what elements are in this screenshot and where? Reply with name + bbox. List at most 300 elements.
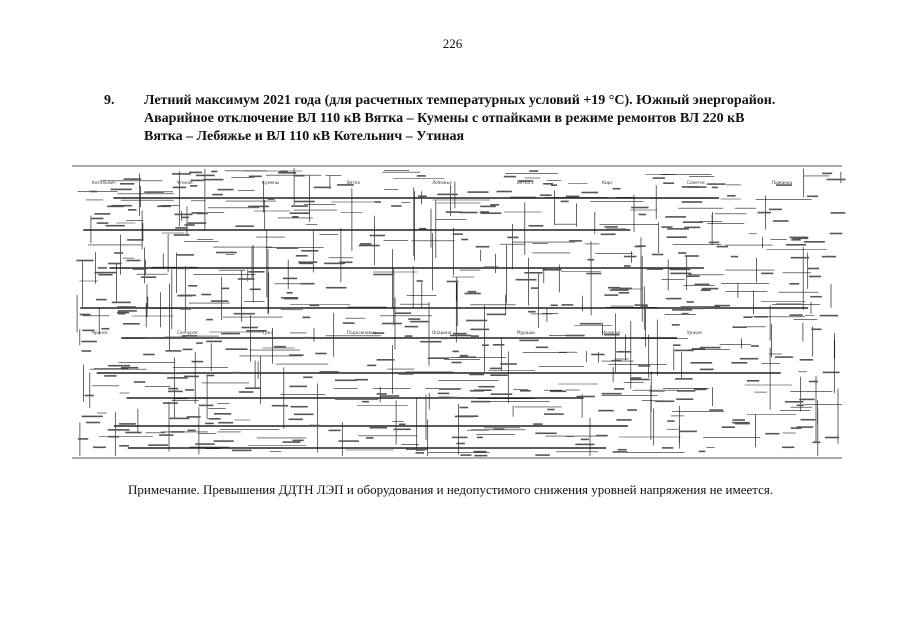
flow-value-label — [663, 182, 674, 184]
flow-value-label — [133, 268, 147, 270]
substation-label: Утиная — [177, 180, 193, 185]
flow-value-label — [665, 216, 686, 218]
flow-value-label — [125, 432, 141, 434]
flow-value-label — [755, 316, 768, 318]
flow-value-label — [491, 393, 513, 395]
flow-value-label — [170, 431, 184, 433]
flow-value-label — [416, 452, 425, 454]
flow-value-label — [377, 359, 395, 361]
flow-value-label — [769, 209, 782, 211]
flow-value-label — [709, 242, 719, 244]
flow-value-label — [791, 257, 809, 259]
flow-value-label — [209, 418, 221, 420]
flow-value-label — [782, 447, 794, 449]
flow-value-label — [405, 335, 413, 337]
flow-value-label — [289, 386, 307, 388]
flow-value-label — [268, 198, 275, 200]
flow-value-label — [543, 183, 553, 185]
flow-value-label — [310, 305, 320, 307]
flow-value-label — [616, 351, 631, 353]
flow-value-label — [470, 390, 484, 392]
substation-label: Нолинск — [602, 330, 621, 335]
flow-value-label — [683, 221, 703, 223]
flow-value-label — [685, 255, 699, 257]
flow-value-label — [235, 225, 254, 227]
flow-value-label — [689, 308, 703, 310]
flow-value-label — [733, 326, 747, 328]
flow-value-label — [494, 428, 505, 430]
substation-label: Советск — [687, 180, 705, 185]
flow-value-label — [471, 401, 490, 403]
flow-value-label — [561, 201, 569, 203]
flow-value-label — [677, 390, 695, 392]
flow-value-label — [168, 391, 183, 393]
flow-value-label — [822, 256, 836, 258]
flow-value-label — [159, 434, 173, 436]
flow-value-label — [820, 315, 839, 317]
flow-value-label — [447, 281, 459, 283]
flow-value-label — [799, 399, 814, 401]
flow-value-label — [666, 298, 681, 300]
flow-value-label — [460, 407, 469, 409]
substation-label: Мураши — [517, 330, 535, 335]
flow-value-label — [292, 216, 298, 218]
flow-value-label — [672, 309, 692, 311]
flow-value-label — [614, 388, 624, 390]
flow-value-label — [199, 405, 214, 407]
flow-value-label — [810, 296, 822, 298]
flow-value-label — [825, 437, 839, 439]
flow-value-label — [281, 297, 298, 299]
flow-value-label — [790, 314, 803, 316]
flow-value-label — [214, 413, 231, 415]
flow-value-label — [302, 317, 310, 319]
flow-value-label — [343, 322, 355, 324]
flow-value-label — [362, 401, 369, 403]
flow-value-label — [406, 448, 427, 450]
flow-value-label — [487, 314, 506, 316]
flow-value-label — [355, 379, 368, 381]
flow-value-label — [461, 239, 468, 241]
flow-value-label — [743, 316, 752, 318]
flow-value-label — [294, 414, 314, 416]
flow-value-label — [822, 173, 832, 175]
flow-value-label — [562, 304, 574, 306]
flow-value-label — [701, 289, 711, 291]
flow-value-label — [232, 372, 241, 374]
section-title — [144, 92, 864, 146]
flow-value-label — [477, 437, 483, 439]
flow-value-label — [581, 439, 589, 441]
flow-value-label — [682, 186, 699, 188]
flow-value-label — [740, 358, 758, 360]
flow-value-label — [457, 415, 479, 417]
flow-value-label — [189, 172, 202, 174]
flow-value-label — [218, 189, 234, 191]
flow-value-label — [616, 419, 631, 421]
flow-value-label — [417, 175, 426, 177]
flow-value-label — [535, 433, 556, 435]
flow-value-label — [751, 345, 759, 347]
flow-value-label — [612, 360, 622, 362]
flow-value-label — [438, 397, 450, 399]
flow-value-label — [221, 333, 240, 335]
grid-schematic-diagram — [62, 158, 852, 470]
flow-value-label — [577, 396, 595, 398]
flow-value-label — [373, 274, 394, 276]
flow-value-label — [481, 212, 502, 214]
flow-value-label — [144, 191, 163, 193]
flow-value-label — [299, 263, 313, 265]
flow-value-label — [359, 245, 380, 247]
flow-value-label — [320, 371, 339, 373]
flow-value-label — [566, 335, 585, 337]
flow-value-label — [528, 311, 536, 313]
flow-value-label — [206, 341, 222, 343]
flow-value-label — [329, 430, 341, 432]
flow-value-label — [157, 206, 171, 208]
flow-value-label — [410, 321, 429, 323]
flow-value-label — [170, 418, 190, 420]
flow-value-label — [709, 409, 723, 411]
flow-value-label — [624, 256, 637, 258]
flow-value-label — [212, 194, 223, 196]
flow-value-label — [173, 187, 186, 189]
flow-value-label — [673, 344, 681, 346]
flow-value-label — [543, 269, 562, 271]
flow-value-label — [78, 438, 89, 440]
flow-value-label — [613, 188, 621, 190]
substation-label: Котельнич — [92, 180, 116, 185]
flow-value-label — [93, 447, 106, 449]
flow-value-label — [199, 197, 208, 199]
flow-value-label — [652, 254, 663, 256]
flow-value-label — [98, 267, 107, 269]
flow-value-label — [134, 381, 146, 383]
substation-label: Кирс — [602, 180, 613, 185]
flow-value-label — [667, 236, 687, 238]
flow-value-label — [468, 291, 477, 293]
flow-value-label — [95, 213, 111, 215]
flow-value-label — [497, 191, 512, 193]
flow-value-label — [126, 260, 140, 262]
flow-value-label — [655, 401, 674, 403]
flow-value-label — [469, 374, 484, 376]
flow-value-label — [107, 206, 124, 208]
flow-value-label — [596, 435, 608, 437]
flow-value-label — [516, 279, 537, 281]
flow-value-label — [112, 302, 131, 304]
flow-value-label — [206, 319, 213, 321]
flow-value-label — [807, 196, 818, 198]
flow-value-label — [747, 380, 759, 382]
flow-value-label — [490, 204, 499, 206]
flow-value-label — [797, 405, 804, 407]
flow-value-label — [446, 211, 462, 213]
flow-value-label — [367, 365, 376, 367]
flow-value-label — [800, 359, 813, 361]
flow-value-label — [478, 386, 494, 388]
flow-value-label — [124, 178, 142, 180]
flow-value-label — [529, 170, 538, 172]
flow-value-label — [399, 424, 406, 426]
flow-value-label — [293, 440, 304, 442]
flow-value-label — [686, 275, 700, 277]
flow-value-label — [395, 312, 411, 314]
flow-value-label — [145, 337, 159, 339]
flow-value-label — [242, 327, 258, 329]
flow-value-label — [630, 379, 650, 381]
flow-value-label — [717, 246, 728, 248]
flow-value-label — [279, 171, 288, 173]
substation-label: Подосиновец — [347, 330, 377, 335]
flow-value-label — [166, 350, 182, 352]
flow-value-label — [277, 247, 299, 249]
flow-value-label — [792, 238, 808, 240]
flow-value-label — [248, 206, 269, 208]
flow-value-label — [141, 276, 156, 278]
flow-value-label — [791, 239, 801, 241]
flow-value-label — [520, 390, 531, 392]
flow-value-label — [108, 429, 130, 431]
flow-value-label — [620, 288, 632, 290]
flow-value-label — [419, 228, 426, 230]
flow-value-label — [550, 391, 566, 393]
flow-value-label — [98, 274, 112, 276]
flow-value-label — [274, 197, 287, 199]
flow-value-label — [108, 263, 122, 265]
flow-value-label — [96, 299, 107, 301]
flow-value-label — [482, 344, 489, 346]
flow-value-label — [183, 349, 193, 351]
flow-value-label — [303, 377, 312, 379]
flow-value-label — [314, 187, 331, 189]
flow-value-label — [76, 260, 93, 262]
flow-value-label — [797, 426, 813, 428]
flow-value-label — [575, 444, 594, 446]
flow-value-label — [190, 185, 197, 187]
flow-value-label — [465, 293, 481, 295]
flow-value-label — [118, 313, 126, 315]
flow-value-label — [180, 308, 191, 310]
flow-value-label — [732, 419, 745, 421]
flow-value-label — [304, 337, 311, 339]
flow-value-label — [143, 354, 155, 356]
flow-value-label — [811, 329, 821, 331]
flow-value-label — [692, 348, 705, 350]
flow-value-label — [679, 431, 697, 433]
flow-value-label — [635, 246, 642, 248]
substation-label: Вятка — [347, 180, 360, 185]
flow-value-label — [588, 259, 595, 261]
flow-value-label — [786, 244, 806, 246]
flow-value-label — [500, 363, 517, 365]
flow-value-label — [437, 194, 458, 196]
flow-value-label — [581, 192, 598, 194]
flow-value-label — [504, 176, 516, 178]
flow-value-label — [460, 355, 468, 357]
flow-value-label — [119, 445, 129, 447]
flow-value-label — [114, 252, 123, 254]
flow-value-label — [690, 362, 712, 364]
flow-value-label — [529, 225, 544, 227]
flow-value-label — [366, 437, 374, 439]
flow-value-label — [809, 276, 821, 278]
flow-value-label — [287, 292, 293, 294]
flow-value-label — [827, 179, 846, 181]
flow-value-label — [470, 329, 489, 331]
section-title-line-1: Летний максимум 2021 года (для расчетных температурных условий +19 °С). Южный энергорайон. — [144, 93, 776, 108]
flow-value-label — [118, 310, 137, 312]
flow-value-label — [801, 419, 816, 421]
flow-value-label — [206, 375, 214, 377]
flow-value-label — [591, 354, 604, 356]
flow-value-label — [201, 294, 211, 296]
flow-value-label — [735, 423, 750, 425]
flow-value-label — [274, 346, 286, 348]
flow-value-label — [399, 373, 414, 375]
flow-value-label — [707, 183, 725, 185]
flow-value-label — [188, 285, 197, 287]
flow-value-label — [111, 189, 132, 191]
flow-value-label — [438, 393, 450, 395]
flow-value-label — [670, 273, 691, 275]
flow-value-label — [120, 183, 134, 185]
flow-value-label — [108, 436, 119, 438]
flow-value-label — [608, 287, 620, 289]
flow-value-label — [452, 351, 459, 353]
flow-value-label — [480, 206, 496, 208]
flow-value-label — [375, 201, 382, 203]
substation-label: Пижанка — [772, 180, 793, 185]
flow-value-label — [418, 195, 427, 197]
flow-value-label — [226, 348, 248, 350]
flow-value-label — [519, 340, 538, 342]
flow-value-label — [484, 266, 498, 268]
flow-value-label — [192, 212, 204, 214]
flow-value-label — [450, 335, 471, 337]
flow-value-label — [283, 441, 301, 443]
flow-value-label — [335, 380, 357, 382]
flow-value-label — [175, 227, 187, 229]
flow-value-label — [601, 234, 616, 236]
flow-value-label — [162, 373, 183, 375]
flow-value-label — [540, 194, 552, 196]
flow-value-label — [222, 288, 229, 290]
flow-value-label — [653, 177, 665, 179]
flow-value-label — [324, 263, 345, 265]
flow-value-label — [813, 442, 821, 444]
flow-value-label — [185, 389, 194, 391]
flow-value-label — [647, 268, 663, 270]
substation-label: Лебяжье — [432, 180, 452, 185]
flow-value-label — [453, 333, 467, 335]
flow-value-label — [675, 350, 694, 352]
flow-value-label — [785, 401, 803, 403]
flow-value-label — [339, 440, 359, 442]
flow-value-label — [662, 447, 673, 449]
flow-value-label — [119, 423, 136, 425]
flow-value-label — [631, 207, 649, 209]
flow-value-label — [185, 224, 195, 226]
flow-value-label — [181, 217, 189, 219]
substation-label: Санчурск — [177, 330, 198, 335]
flow-value-label — [290, 212, 310, 214]
flow-value-label — [544, 413, 564, 415]
flow-value-label — [283, 278, 298, 280]
flow-value-label — [452, 362, 462, 364]
flow-value-label — [727, 195, 736, 197]
flow-value-label — [731, 256, 738, 258]
flow-value-label — [195, 443, 215, 445]
flow-value-label — [294, 175, 305, 177]
flow-value-label — [672, 324, 680, 326]
flow-value-label — [123, 323, 140, 325]
flow-value-label — [699, 451, 706, 453]
section-title-line-2: Аварийное отключение ВЛ 110 кВ Вятка – Кумены с отпайками в режиме ремонтов ВЛ 220 кВ — [144, 111, 745, 126]
flow-value-label — [831, 212, 846, 214]
flow-value-label — [535, 454, 550, 456]
flow-value-label — [81, 341, 97, 343]
flow-value-label — [127, 239, 143, 241]
flow-value-label — [610, 289, 629, 291]
flow-value-label — [700, 369, 714, 371]
flow-value-label — [289, 354, 303, 356]
flow-value-label — [382, 323, 402, 325]
flow-value-label — [613, 451, 628, 453]
flow-value-label — [182, 335, 198, 337]
flow-value-label — [165, 337, 186, 339]
flow-value-label — [278, 172, 296, 174]
flow-value-label — [627, 409, 637, 411]
flow-value-label — [715, 305, 731, 307]
flow-value-label — [394, 429, 411, 431]
flow-value-label — [618, 449, 627, 451]
flow-value-label — [184, 376, 199, 378]
flow-value-label — [405, 326, 419, 328]
flow-value-label — [121, 367, 138, 369]
flow-value-label — [196, 175, 215, 177]
flow-value-label — [168, 388, 178, 390]
substation-label: Уржум — [687, 330, 702, 335]
flow-value-label — [86, 422, 100, 424]
flow-value-label — [551, 184, 557, 186]
flow-value-label — [830, 233, 843, 235]
flow-value-label — [148, 444, 168, 446]
flow-value-label — [427, 337, 449, 339]
flow-value-label — [466, 320, 487, 322]
flow-value-label — [773, 220, 789, 222]
flow-value-label — [94, 272, 116, 274]
flow-value-label — [326, 287, 347, 289]
flow-value-label — [635, 304, 648, 306]
flow-value-label — [775, 356, 793, 358]
flow-value-label — [370, 337, 378, 339]
flow-value-label — [661, 226, 672, 228]
flow-value-label — [606, 229, 626, 231]
flow-value-label — [408, 318, 420, 320]
flow-value-label — [238, 278, 255, 280]
flow-value-label — [296, 255, 308, 257]
flow-value-label — [106, 225, 125, 227]
flow-value-label — [569, 240, 582, 242]
flow-value-label — [536, 347, 548, 349]
flow-value-label — [452, 437, 468, 439]
flow-value-label — [804, 241, 825, 243]
flow-value-label — [234, 313, 255, 315]
flow-value-label — [192, 361, 204, 363]
flow-value-label — [420, 341, 441, 343]
